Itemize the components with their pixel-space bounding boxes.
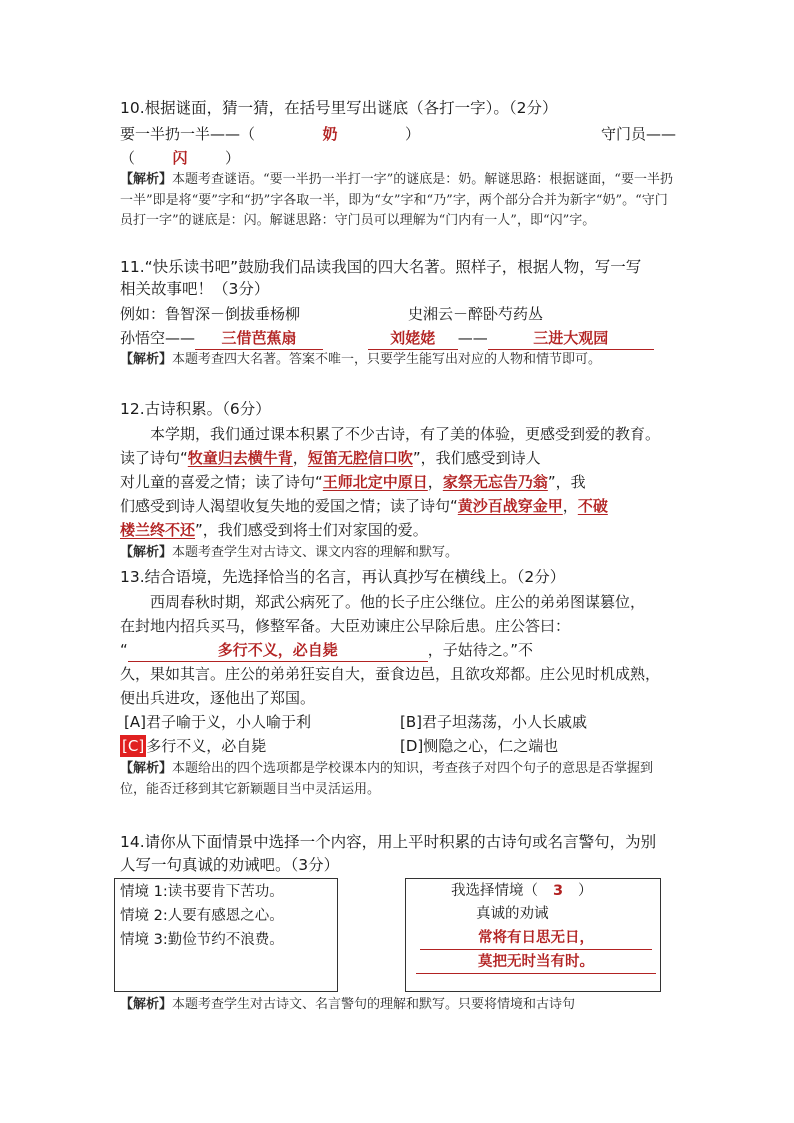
q14-advice-label: 真诚的劝诫 (476, 906, 549, 922)
q14-title-2: 人写一句真诚的劝诫吧。（3分） (120, 856, 340, 874)
q13-option-c (120, 735, 266, 757)
q14-scene-list (120, 880, 284, 952)
q11-dash: —— (457, 329, 488, 347)
q13-option-c-text: 多行不义，必自毙 (146, 737, 267, 755)
q12-title: 12.古诗积累。（6分） (120, 400, 271, 418)
q12-p2a: 读了诗句“ (120, 449, 188, 467)
q10-close-paren-2: ） (225, 149, 241, 167)
q13-p3b: ，子姑待之。”不 (427, 641, 534, 659)
q11-analysis (120, 350, 676, 371)
q12-p3a: 对儿童的喜爱之情；读了诗句“ (120, 473, 323, 491)
q12-p5b: ”，我们感受到将士们对家国的爱。 (195, 521, 428, 539)
q11-example1: 例如：鲁智深－倒拔垂杨柳 (120, 305, 301, 323)
q11-analysis-text: 本题考查四大名著。答案不唯一，只要学生能写出对应的人物和情节即可。 (172, 352, 602, 367)
q12-analysis-text: 本题考查学生对古诗文、课文内容的理解和默写。 (172, 545, 459, 560)
q12-p5 (120, 519, 428, 541)
q13-p5: 便出兵进攻，逐他出了郑国。 (120, 689, 316, 707)
q13-analysis-text: 本题给出的四个选项都是学校课本内的知识，考查孩子对四个句子的意思是否掌握到位，能否迁移到其它新颖题目当中灵活运用。 (120, 761, 654, 797)
q12-analysis (120, 543, 676, 564)
q13-p3a: “ (120, 641, 128, 659)
q14-scene-box (114, 878, 338, 992)
q12-answer6b: 楼兰终不还 (120, 521, 196, 539)
q14-scene-3: 情境 3:勤俭节约不浪费。 (120, 932, 284, 948)
q13-answer: 多行不义，必自毙 (128, 639, 428, 662)
q10-riddle1-prefix: 要一半扔一半——（ (120, 125, 256, 143)
q12-answer1: 牧童归去横牛背 (187, 449, 293, 467)
q13-p3 (120, 639, 533, 662)
q12-answer2: 短笛无腔信口吹 (307, 449, 413, 467)
q11-char1: 孙悟空—— (120, 329, 196, 347)
q11-answer1: 三借芭蕉扇 (195, 327, 323, 350)
q12-answer5: 黄沙百战穿金甲 (457, 497, 563, 515)
q10-riddle2-prefix: 守门员—— (600, 125, 676, 143)
q10-open-paren: （ (120, 149, 136, 167)
q10-close-paren: ） (405, 125, 421, 143)
q13-option-d: [D]恻隐之心，仁之端也 (400, 737, 559, 755)
q13-analysis (120, 759, 676, 800)
q12-analysis-tag: 【解析】 (120, 545, 173, 560)
q12-p1: 本学期，我们通过课本积累了不少古诗，有了美的体验，更感受到爱的教育。 (150, 425, 661, 443)
q14-answer-box (405, 878, 661, 992)
q13-p1: 西周春秋时期，郑武公病死了。他的长子庄公继位。庄公的弟弟图谋篡位， (150, 593, 646, 611)
q12-p3 (120, 471, 586, 493)
q14-analysis-text: 本题考查学生对古诗文、名言警句的理解和默写。只要将情境和古诗句 (172, 997, 576, 1012)
q13-p2: 在封地内招兵买马，修整军备。大臣劝谏庄公早除后患。庄公答曰： (120, 617, 571, 635)
q14-scene-2: 情境 2:人要有感恩之心。 (120, 908, 284, 924)
q12-answer3: 王师北定中原日 (322, 473, 428, 491)
q14-choice-row (451, 880, 593, 902)
q13-option-c-mark: [C] (122, 737, 145, 755)
q14-advice-2: 莫把无时当有时。 (416, 951, 656, 974)
q14-choice-suffix: ） (578, 883, 593, 899)
q14-analysis (120, 995, 676, 1016)
q11-example-row (120, 303, 544, 325)
q11-answer2: 刘姥姥 (368, 327, 458, 350)
q11-analysis-tag: 【解析】 (120, 352, 173, 367)
q14-choice-prefix: 我选择情境（ (451, 883, 538, 899)
q11-title-1: 11.“快乐读书吧”鼓励我们品读我国的四大名著。照样子，根据人物，写一写 (120, 258, 642, 276)
q10-analysis-text: 本题考查谜语。“要一半扔一半打一字”的谜底是：奶。解谜思路：根据谜面，“要一半扔一半”即是将“要”字和“扔”字各取一半，即为“女”字和“乃”字，两个部分合并为新字“奶”。“守门员打一字”的谜底是：闪。解谜思路：守门员可以理解为“门内有一人”，即“闪”字。 (120, 172, 673, 228)
q13-analysis-tag: 【解析】 (120, 761, 173, 776)
q10-title: 10.根据谜面，猜一猜，在括号里写出谜底（各打一字）。（2分） (120, 99, 558, 117)
q12-comma3: ， (562, 497, 578, 515)
q10-riddle-row (120, 123, 676, 145)
q13-option-a: [A]君子喻于义，小人喻于利 (124, 713, 311, 731)
q11-example2: 史湘云－醉卧芍药丛 (408, 305, 544, 323)
q10-riddle1-answer: 奶 (322, 125, 338, 143)
q12-p2 (120, 447, 541, 469)
q12-p2b: ”，我们感受到诗人 (412, 449, 541, 467)
q13-title: 13.结合语境，先选择恰当的名言，再认真抄写在横线上。（2分） (120, 568, 566, 586)
q11-title-2: 相关故事吧！（3分） (120, 280, 270, 298)
q14-choice: 3 (552, 883, 564, 899)
q12-answer4: 家祭无忘告乃翁 (442, 473, 548, 491)
q12-comma2: ， (427, 473, 443, 491)
q13-option-b: [B]君子坦荡荡，小人长戚戚 (400, 713, 587, 731)
q11-answer3: 三进大观园 (488, 327, 654, 350)
q12-p4a: 们感受到诗人渴望收复失地的爱国之情；读了诗句“ (120, 497, 458, 515)
q10-riddle2-row (120, 147, 240, 169)
q14-title-1: 14.请你从下面情景中选择一个内容，用上平时积累的古诗句或名言警句，为别 (120, 833, 657, 851)
q10-analysis (120, 170, 676, 232)
q12-p4 (120, 495, 608, 517)
q13-p4: 久，果如其言。庄公的弟弟狂妄自大，蚕食边邑，且欲攻郑都。庄公见时机成熟， (120, 665, 661, 683)
q10-riddle2-answer: 闪 (172, 149, 188, 167)
q14-scene-1: 情境 1:读书要肯下苦功。 (120, 884, 284, 900)
q14-analysis-tag: 【解析】 (120, 997, 173, 1012)
q14-advice-1: 常将有日思无日， (420, 927, 652, 950)
q12-answer6a: 不破 (577, 497, 608, 515)
q12-comma1: ， (292, 449, 308, 467)
q11-answer-row (120, 327, 654, 350)
q12-p3b: ”，我 (547, 473, 586, 491)
q10-analysis-tag: 【解析】 (120, 172, 173, 187)
